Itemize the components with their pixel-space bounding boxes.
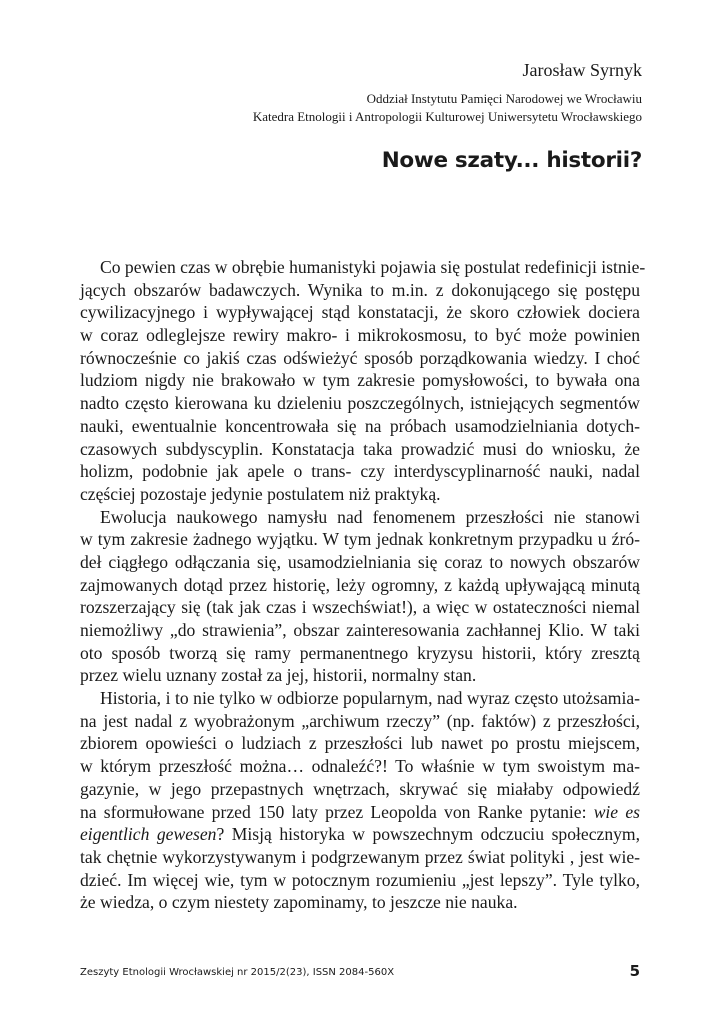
body-line: cywilizacyjnego i wypływającej stąd konstatacji, że skoro człowiek dociera (80, 302, 640, 323)
article-title: Nowe szaty... historii? (381, 148, 642, 173)
body-line-with-italic (80, 823, 640, 846)
body-line-with-italic (80, 801, 640, 824)
author-name: Jarosław Syrnyk (522, 60, 642, 80)
body-line: na jest nadal z wyobrażonym „archiwum rzeczy” (np. faktów) z przeszłości, (80, 710, 640, 731)
body-line: dzieć. Im więcej wie, tym w potocznym rozumieniu „jest lepszy”. Tyle tylko, (80, 869, 640, 890)
body-line: przez wielu uznany został za jej, historii, normalny stan. (80, 665, 477, 686)
italic-phrase: eigentlich gewesen (80, 824, 217, 845)
body-line-text: ? Misją historyka w powszechnym odczuciu społecznym, (216, 824, 641, 845)
body-line: Co pewien czas w obrębie humanistyki pojawia się postulat redefinicji istnie- (100, 257, 646, 277)
journal-footer: Zeszyty Etnologii Wrocławskiej nr 2015/2(23), ISSN 2084-560X (80, 967, 395, 978)
body-line: równocześnie co jakiś czas odświeżyć sposób porządkowania wiedzy. I choć (80, 347, 640, 368)
body-line: tak chętnie wykorzystywanym i podgrzewanym przez świat polityki , jest wie- (80, 846, 640, 867)
affiliation-line-1: Oddział Instytutu Pamięci Narodowej we Wrocławiu (366, 91, 642, 106)
body-line: w coraz odleglejsze rewiry makro- i mikrokosmosu, to być może powinien (80, 325, 640, 346)
body-line: częściej pozostaje jedynie postulatem niż praktyką. (80, 483, 441, 504)
body-line: oto sposób tworzą się ramy permanentnego kryzysu historii, który zresztą (80, 642, 640, 663)
body-line: Ewolucja naukowego namysłu nad fenomenem przeszłości nie stanowi (100, 506, 640, 527)
body-line: że wiedza, o czym niestety zapominamy, to jeszcze nie nauka. (80, 892, 518, 913)
article-body (80, 256, 646, 914)
affiliation-line-2: Katedra Etnologii i Antropologii Kulturowej Uniwersytetu Wrocławskiego (252, 109, 642, 124)
body-line: rozszerzający się (tak jak czas i wszechświat!), a więc w ostateczności niemal (80, 597, 640, 618)
body-line: gazynie, w jego przepastnych wnętrzach, skrywać się miałaby odpowiedź (80, 778, 640, 799)
body-line-text: na sformułowane przed 150 laty przez Leopolda von Ranke pytanie: (80, 801, 594, 822)
body-line: Historia, i to nie tylko w odbiorze popularnym, nad wyraz często utożsamia- (100, 688, 640, 709)
body-line: w którym przeszłość można… odnaleźć?! To właśnie w tym swoistym ma- (80, 756, 640, 777)
body-line: deł ciągłego odłączania się, usamodzielniania się coraz to nowych obszarów (80, 551, 640, 572)
body-line: zajmowanych dotąd przez historię, leży ogromny, z każdą upływającą minutą (80, 574, 640, 595)
body-line: niemożliwy „do strawienia”, obszar zainteresowania zachłannej Klio. W taki (80, 620, 640, 640)
body-line: holizm, podobnie jak apele o trans- czy interdyscyplinarność nauki, nadal (80, 461, 640, 482)
body-line: czasowych subdyscyplin. Konstatacja taka prowadzić musi do wniosku, że (80, 438, 640, 459)
body-line: w tym zakresie żadnego wyjątku. W tym jednak konkretnym przypadku u źró- (80, 529, 640, 550)
body-line: ludziom nigdy nie brakowało w tym zakresie pomysłowości, to bywała ona (80, 370, 640, 391)
body-line: zbiorem opowieści o ludziach z przeszłości lub nawet po prostu miejscem, (80, 733, 640, 754)
body-line: jących obszarów badawczych. Wynika to m.in. z dokonującego się postępu (80, 279, 640, 300)
body-line: nadto często kierowana ku dzieleniu poszczególnych, istniejących segmentów (80, 393, 640, 414)
body-line: nauki, ewentualnie koncentrowała się na próbach usamodzielniania dotych- (80, 415, 640, 436)
page-number: 5 (629, 962, 640, 980)
italic-phrase: wie es (593, 801, 640, 822)
